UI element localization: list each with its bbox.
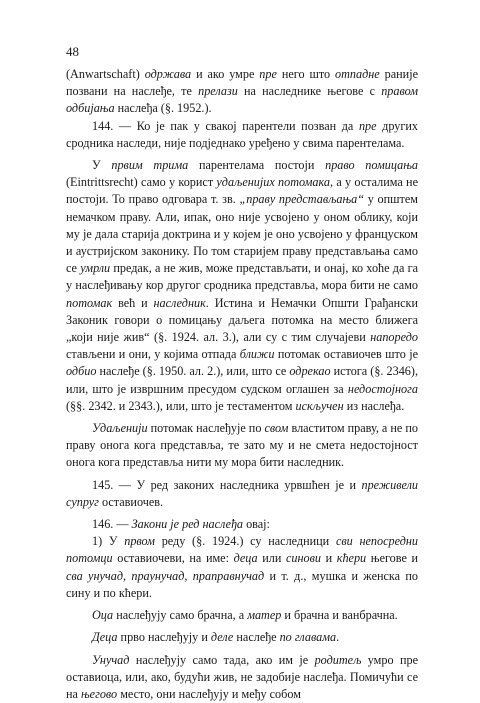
page-number: 48: [66, 44, 79, 60]
emphasized-text: умрли: [80, 261, 110, 275]
text-run: потомак оставиочев што је: [274, 347, 418, 361]
paragraph-144: [66, 118, 418, 152]
emphasized-text: Закони је ред наслеђа: [132, 517, 243, 531]
paragraph-remote-descendant: [66, 420, 418, 472]
emphasized-text: пре: [259, 67, 277, 81]
text-run: 1) У: [92, 534, 124, 548]
text-run: истога (§. 2346), или, што је извршним пресудом судском оглашен за: [66, 364, 418, 395]
text-run: умро пре оставиоца, или, ако, будући жив, не задобије наслеђа. Помичући се на: [66, 653, 418, 701]
text-run: стављени и они, у којима отпада: [66, 347, 240, 361]
emphasized-text: искључен: [295, 399, 343, 413]
text-run: него што: [277, 67, 335, 81]
text-run: 146. —: [92, 517, 132, 531]
emphasized-text: првим трима: [111, 158, 188, 172]
paragraph-children: [66, 629, 418, 646]
paragraph-anwartschaft: [66, 66, 418, 118]
text-run: наслеђа (§. 1952.).: [115, 101, 212, 115]
emphasized-text: одрекао: [289, 364, 330, 378]
emphasized-text: сви непосредни потомци: [66, 534, 418, 565]
emphasized-text: првом: [124, 534, 155, 548]
paragraph-145: [66, 477, 418, 511]
text-run: прво наслеђују и: [118, 630, 211, 644]
emphasized-text: родитељ: [315, 653, 362, 667]
text-run: реду (§. 1924.) су наследници: [155, 534, 336, 548]
paragraph-father-mother: [66, 607, 418, 624]
emphasized-text: правом одбијања: [66, 84, 418, 115]
emphasized-text: пре: [359, 119, 377, 133]
emphasized-text: потомак: [66, 296, 112, 310]
text-run: наслеђују само тада, ако им је: [129, 653, 314, 667]
paragraph-right-of-representation: [66, 157, 418, 415]
emphasized-text: Удаљенији: [92, 421, 148, 435]
text-run: у општем немачком праву. Али, ипак, оно није усвојено у оном облику, који му је дала старија доктрина и у којем је оно усвојено у француском и аустријском законику. По том старијем праву представљања само се: [66, 192, 418, 275]
text-run: .: [336, 630, 339, 644]
text-run: (§§. 2342. и 2343.), или, што је тестаментом: [66, 399, 295, 413]
body-text: [66, 66, 418, 703]
emphasized-text: Оца: [92, 608, 113, 622]
text-run: и ако умре: [191, 67, 259, 81]
text-run: потомак наслеђује по: [148, 421, 265, 435]
text-run: (Anwartschaft): [66, 67, 145, 81]
emphasized-text: напоредо: [370, 330, 418, 344]
emphasized-text: „праву представљања“: [239, 192, 364, 206]
text-run: (Eintrittsrecht) само у корист: [66, 175, 216, 189]
emphasized-text: сва унучад, праунучад, праправнучад: [66, 569, 264, 583]
paragraph-grandchildren: [66, 652, 418, 703]
emphasized-text: синови: [286, 551, 321, 565]
text-run: наслеђују само брачна, а: [113, 608, 247, 622]
emphasized-text: Унучад: [92, 653, 129, 667]
emphasized-text: одржава: [145, 67, 191, 81]
text-run: властитом праву, а не по праву онога кога представља, те зато му и не смета недостојност онога кога представља нити му мора бити наследник.: [66, 421, 418, 469]
emphasized-text: недостојнога: [348, 382, 418, 396]
emphasized-text: прелази: [198, 84, 238, 98]
text-run: на наследнике његове с: [238, 84, 381, 98]
text-run: и брачна и ванбрачна.: [281, 608, 397, 622]
text-run: његове и: [366, 551, 418, 565]
emphasized-text: Деца: [92, 630, 118, 644]
text-run: из наслеђа.: [344, 399, 405, 413]
emphasized-text: по главама: [280, 630, 337, 644]
text-run: парентелама постоји: [188, 158, 325, 172]
emphasized-text: одбио: [66, 364, 96, 378]
text-run: . Истина и Немачки Општи Грађански Законик говори о помицању даљега потомка на место ближега „који није жив“ (§. 1924. ал. 3.), али су с тим случајеви: [66, 296, 418, 344]
emphasized-text: ближи: [240, 347, 275, 361]
text-run: оставиочеви, на име:: [113, 551, 234, 565]
emphasized-text: деле: [211, 630, 233, 644]
text-run: већ и: [112, 296, 153, 310]
text-run: , а у осталима не постоји. То право одговара т. зв.: [66, 175, 418, 206]
emphasized-text: његово: [81, 687, 117, 701]
text-run: и: [321, 551, 337, 565]
text-run: овај:: [243, 517, 270, 531]
text-run: 145. — У ред законих наследника урвшћен је и: [92, 478, 361, 492]
paragraph-146: [66, 516, 418, 533]
text-run: У: [92, 158, 111, 172]
text-run: других сродника наследи, није подједнако уређено у свима парентелама.: [66, 119, 418, 150]
text-run: раније позвани на наслеђе, те: [66, 67, 418, 98]
emphasized-text: кћери: [337, 551, 366, 565]
text-run: или: [258, 551, 286, 565]
text-run: наслеђе (§. 1950. ал. 2.), или, што се: [96, 364, 289, 378]
emphasized-text: матер: [247, 608, 281, 622]
emphasized-text: отпадне: [335, 67, 380, 81]
emphasized-text: свом: [264, 421, 288, 435]
emphasized-text: преживели супруг: [66, 478, 418, 509]
text-run: место, они наслеђују и међу собом: [117, 687, 301, 701]
paragraph-first-order: [66, 533, 418, 602]
text-run: и т. д., мушка и женска по сину и по кћери.: [66, 569, 418, 600]
emphasized-text: деца: [234, 551, 258, 565]
emphasized-text: удаљенијих потомака: [216, 175, 330, 189]
text-run: наслеђе: [233, 630, 279, 644]
text-run: 144. — Ко је пак у свакој парентели позван да: [92, 119, 359, 133]
text-run: оставиочев.: [99, 495, 163, 509]
emphasized-text: наследник: [154, 296, 206, 310]
text-run: предак, а не жив, може представљати, и онај, ко хоће да га у наслеђивању кор другог сродника представља, мора бити не само: [66, 261, 418, 292]
emphasized-text: право помицања: [325, 158, 418, 172]
